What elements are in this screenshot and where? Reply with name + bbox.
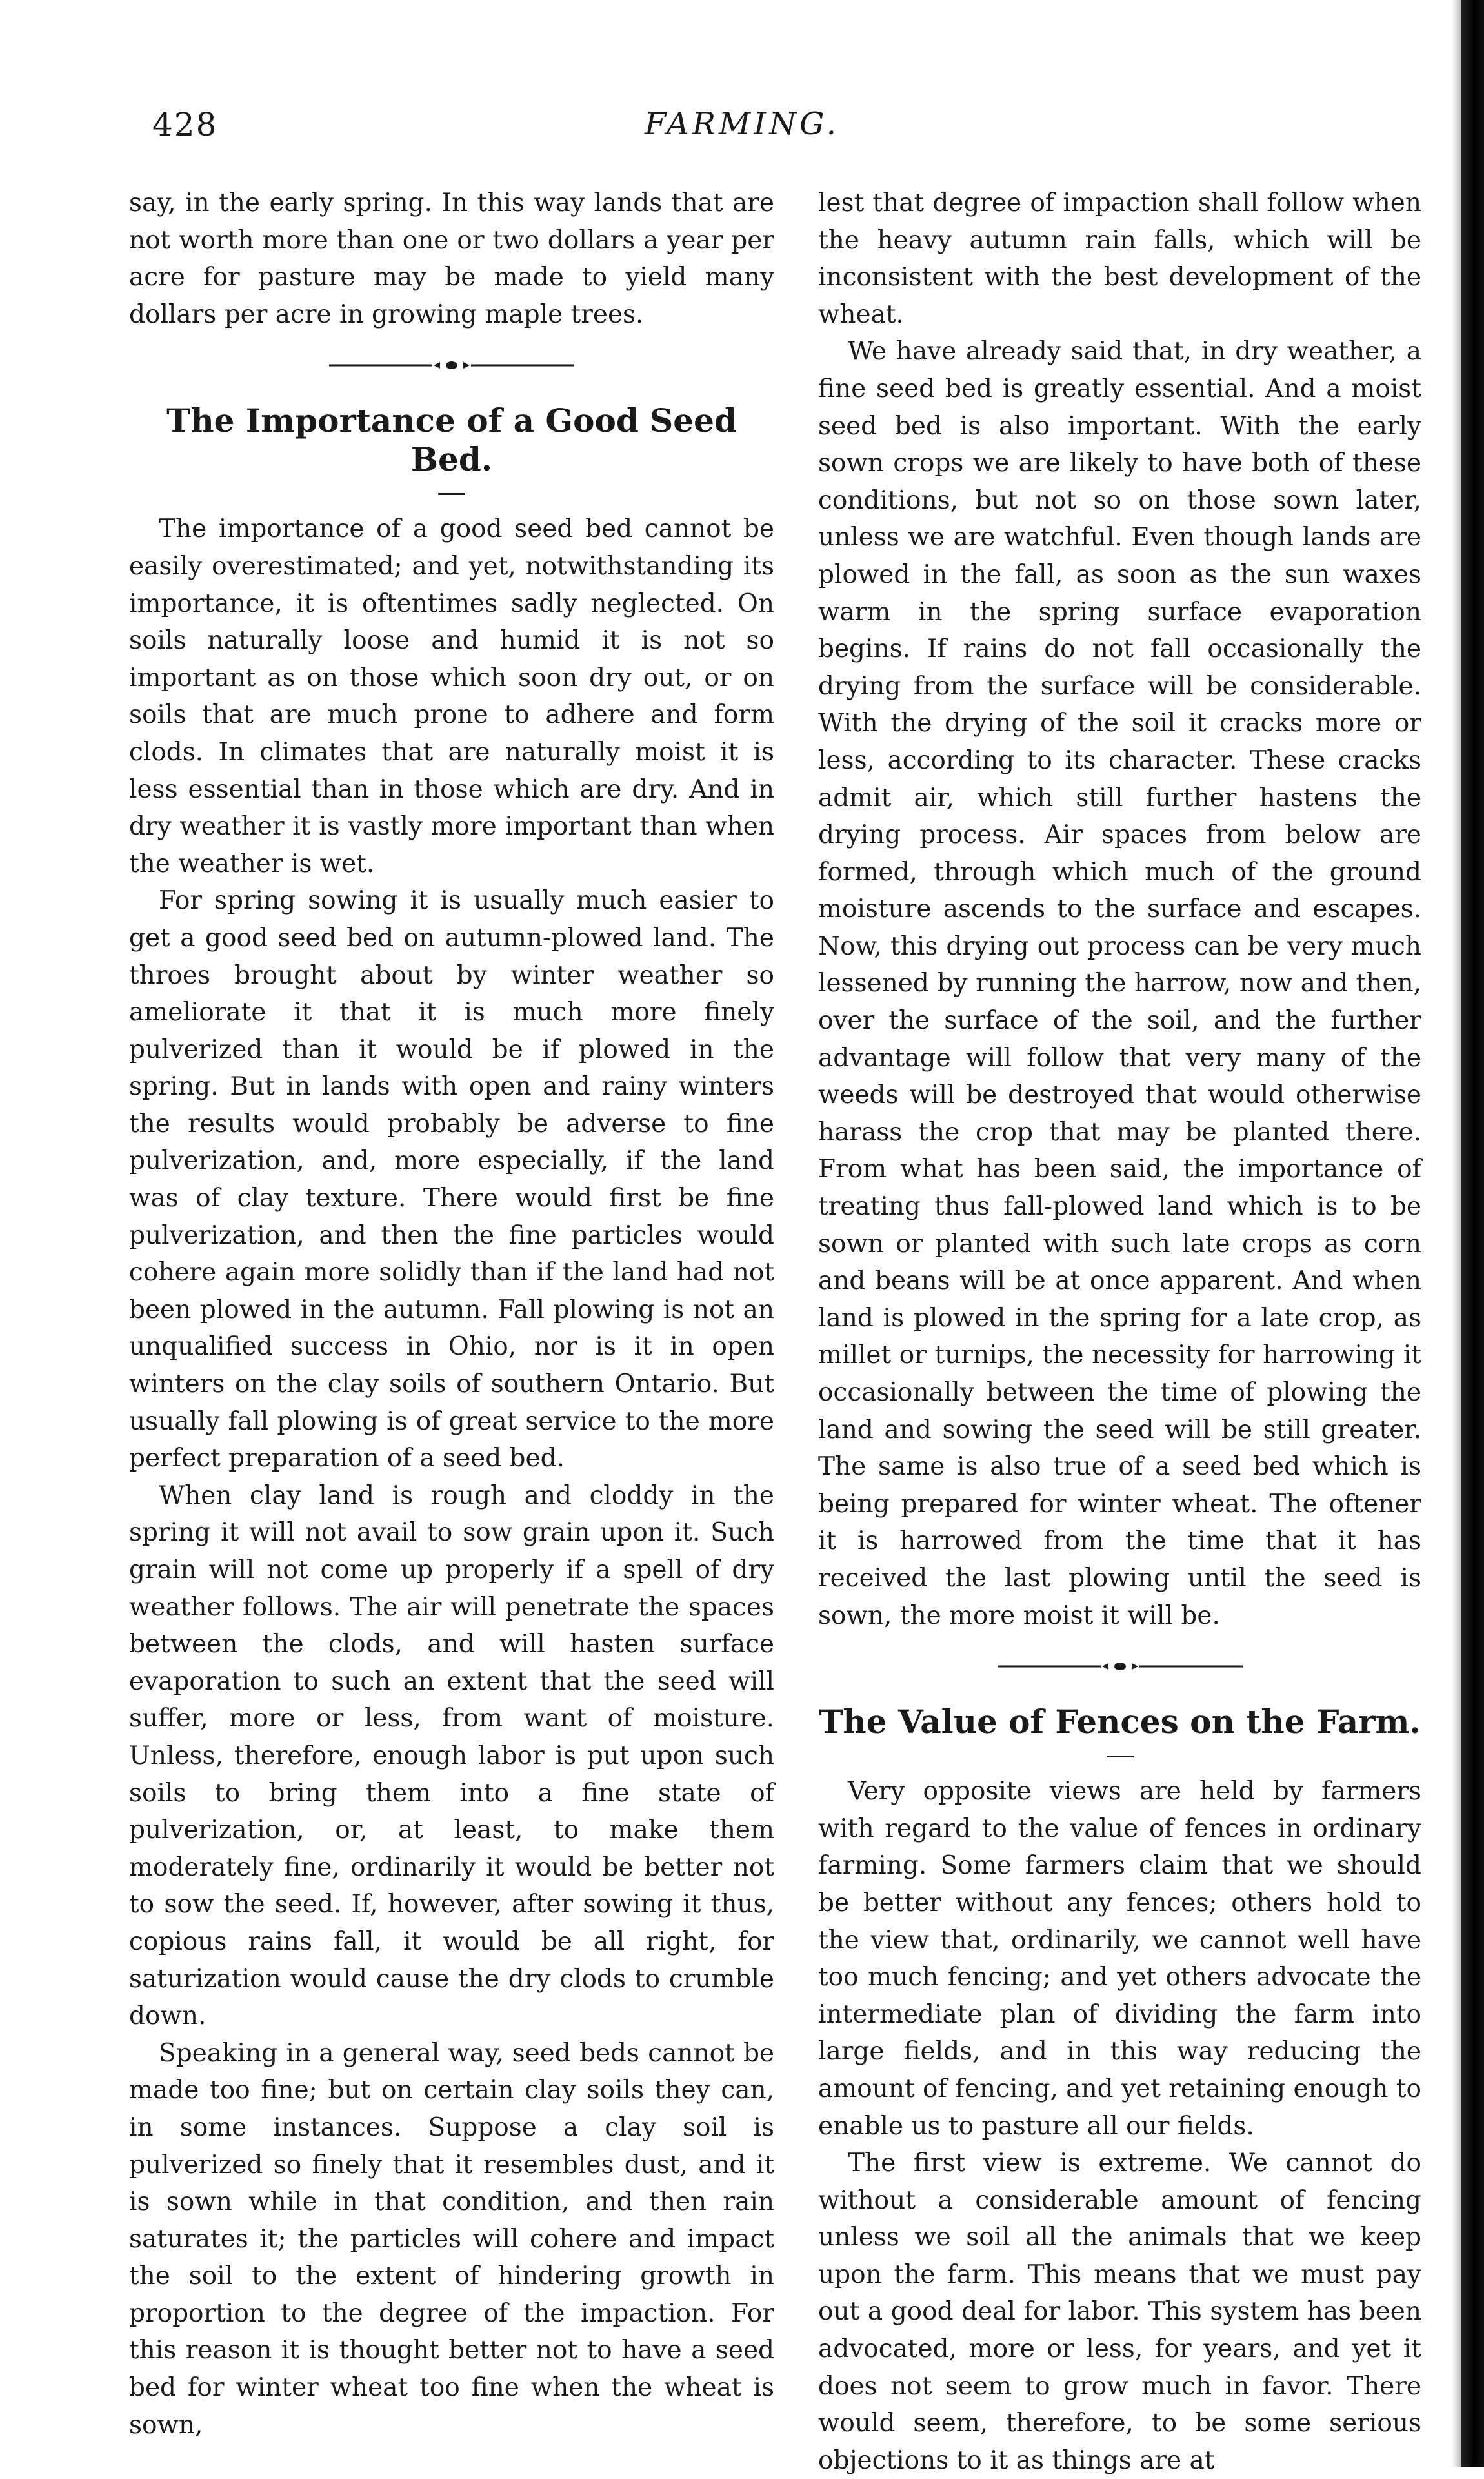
right-column (818, 185, 1421, 2479)
paragraph: The first view is extreme. We cannot do without a considerable amount of fencing unless we soil all the animals that we keep upon the farm. This means that we must pay out a good deal for labor. This system has been advocated, more or less, for years, and yet it does not seem to grow much in favor. There would seem, therefore, to be some serious objections to it as things are at (818, 2149, 1421, 2475)
paragraph: lest that degree of impaction shall follow when the heavy autumn rain falls, which will be inconsistent with the best development of the wheat. (818, 188, 1421, 329)
page-number: 428 (152, 106, 218, 143)
running-head: FARMING. (645, 106, 839, 142)
section-divider (818, 1634, 1421, 1699)
paragraph: For spring sowing it is usually much easier to get a good seed bed on autumn-plowed land. The throes brought about by winter weather so ameliorate it that it is much more finely pulverized than it would be if plowed in the spring. But in lands with open and rainy winters the results would probably be adverse to fine pulverization, and, more especially, if the land was of clay texture. There would first be fine pulverization, and then the fine particles would cohere again more solidly than if the land had not been plowed in the autumn. Fall plowing is not an unqualified success in Ohio, nor is it in open winters on the clay soils of southern Ontario. But usually fall plowing is of great service to the more perfect preparation of a seed bed. (129, 886, 774, 1473)
paragraph: We have already said that, in dry weather, a fine seed bed is greatly essential. And a moist seed bed is also important. With the early sown crops we are likely to have both of these conditions, but not so on those sown later, unless we are watchful. Even though lands are plowed in the fall, as soon as the sun waxes warm in the spring surface evaporation begins. If rains do not fall occasionally the drying from the surface will be considerable. With the drying of the soil it cracks more or less, according to its character. These cracks admit air, which still further hastens the drying process. Air spaces from below are formed, through which much of the ground moisture ascends to the surface and escapes. Now, this drying out process can be very much lessened by running the harrow, now and then, over the surface of the soil, and the further advantage will follow that very many of the weeds will be destroyed that would otherwise harass the crop that may be planted there. From what has been said, the importance of treating thus fall-plowed land which is to be sown or planted with such late crops as corn and beans will be at once apparent. And when land is plowed in the spring for a late crop, as millet or turnips, the necessity for harrowing it occasionally between the time of plowing the land and sowing the seed will be still greater. The same is also true of a seed bed which is being prepared for winter wheat. The oftener it is harrowed from the time that it has received the last plowing until the seed is sown, the more moist it will be. (818, 337, 1421, 1630)
left-column (129, 185, 774, 2444)
page-shadow (1452, 0, 1461, 2467)
title-dash (438, 493, 465, 495)
paragraph: Speaking in a general way, seed beds cannot be made too fine; but on certain clay soils they can, in some instances. Suppose a clay soil is pulverized so finely that it resembles dust, and it is sown while in that condition, and then rain saturates it; the particles will cohere and impact the soil to the extent of hindering growth in proportion to the degree of the impaction. For this reason it is thought better not to have a seed bed for winter wheat too fine when the wheat is sown, (129, 2038, 774, 2440)
paragraph: say, in the early spring. In this way lands that are not worth more than one or two dollars a year per acre for pasture may be made to yield many dollars per acre in growing maple trees. (129, 188, 774, 329)
paragraph: The importance of a good seed bed cannot be easily overestimated; and yet, notwithstanding its importance, it is oftentimes sadly neglected. On soils naturally loose and humid it is not so important as on those which soon dry out, or on soils that are much prone to adhere and form clods. In climates that are naturally moist it is less essential than in those which are dry. And in dry weather it is vastly more important than when the weather is wet. (129, 514, 774, 878)
title-dash (1107, 1756, 1134, 1757)
paragraph: When clay land is rough and cloddy in the spring it will not avail to sow grain upon it. Such grain will not come up properly if a spell of dry weather follows. The air will penetrate the spaces between the clods, and will hasten surface evaporation to such an extent that the seed will suffer, more or less, from want of moisture. Unless, therefore, enough labor is put upon such soils to bring them into a fine state of pulverization, or, at least, to make them moderately fine, ordinarily it would be better not to sow the seed. If, however, after sowing it thus, copious rains fall, it would be all right, for saturization would cause the dry clods to crumble down. (129, 1481, 774, 2031)
paragraph: Very opposite views are held by farmers with regard to the value of fences in ordinary farming. Some farmers claim that we should be better without any fences; others hold to the view that, ordinarily, we cannot well have too much fencing; and yet others advocate the intermediate plan of dividing the farm into large fields, and in this way reducing the amount of fencing, and yet retaining enough to enable us to pasture all our fields. (818, 1777, 1421, 2141)
book-spine-edge (1461, 0, 1484, 2467)
article-title: The Value of Fences on the Farm. (819, 1703, 1421, 1741)
section-divider (129, 333, 774, 398)
article-title: The Importance of a Good Seed Bed. (166, 401, 737, 479)
